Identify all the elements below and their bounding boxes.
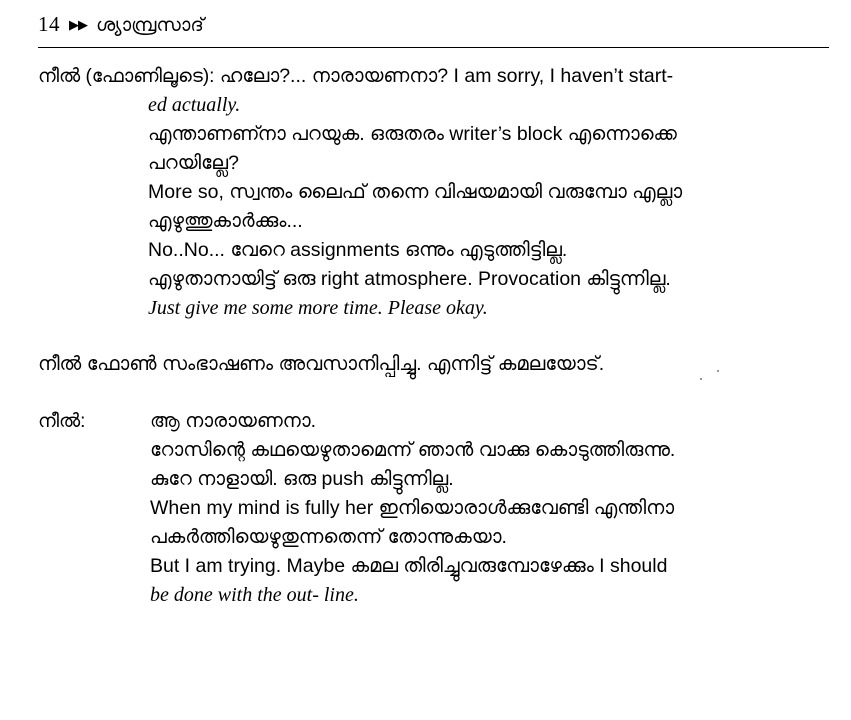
dialogue-line: More so, സ്വന്തം ലൈഫ് തന്നെ വിഷയമായി വരുമ്പോ എല്ലാ bbox=[148, 181, 683, 203]
double-arrow-icon: ▶▶ bbox=[69, 17, 87, 32]
dialogue-line: എന്താണണ്നാ പറയുക. ഒരുതരം writer’s block എന്നൊക്കെ bbox=[148, 123, 677, 145]
dialogue-line: കുറേ നാളായി. ഒരു push കിട്ടുന്നില്ല. bbox=[150, 468, 454, 490]
dialogue-line: പറയില്ലേ? bbox=[148, 152, 239, 174]
page-number: 14 bbox=[38, 12, 60, 36]
dialogue-block-neel bbox=[38, 407, 837, 610]
dialogue-line: But I am trying. Maybe കമല തിരിച്ചുവരുമ്പോഴേക്കും I should bbox=[150, 555, 668, 577]
header-row bbox=[38, 14, 829, 40]
dialogue-line: പകർത്തിയെഴുതുന്നതെന്ന് തോന്നുകയാ. bbox=[150, 526, 507, 548]
author-name: ശ്യാമ്പ്രസാദ് bbox=[96, 15, 204, 36]
page-body bbox=[38, 62, 837, 610]
dialogue-line: Just give me some more time. Please okay. bbox=[148, 297, 488, 319]
dialogue-line: ആ നാരായണനാ. bbox=[150, 410, 317, 432]
dialogue-line: No..No... വേറെ assignments ഒന്നും എടുത്തിട്ടില്ല. bbox=[148, 239, 568, 261]
dialogue-lines bbox=[38, 62, 837, 323]
dialogue-line: be done with the out- line. bbox=[150, 584, 359, 606]
dialogue-line: എഴുത്തുകാർക്കും... bbox=[148, 210, 303, 232]
dialogue-block-neel-phone bbox=[38, 62, 837, 323]
speaker-label: നീൽ (ഫോണിലൂടെ): bbox=[38, 66, 215, 87]
dialogue-line: റോസിന്റെ കഥയെഴുതാമെന്ന് ഞാൻ വാക്കു കൊടുത്തിരുന്നു. bbox=[150, 439, 676, 461]
speaker-label: നീൽ: bbox=[38, 411, 86, 432]
dialogue-line: When my mind is fully her ഇനിയൊരാൾക്കുവേണ്ടി എന്തിനാ bbox=[150, 497, 675, 519]
header-divider bbox=[38, 47, 829, 48]
dialogue-line: ed actually. bbox=[148, 94, 241, 116]
dialogue-line bbox=[38, 62, 837, 91]
scan-speck bbox=[700, 378, 702, 380]
scan-speck bbox=[717, 370, 719, 372]
dialogue-lines bbox=[150, 407, 837, 610]
page-header bbox=[38, 14, 829, 48]
dialogue-line-text: ഹലോ?... നാരായണനാ? I am sorry, I haven’t start- bbox=[214, 65, 674, 87]
dialogue-line: എഴുതാനായിട്ട് ഒരു right atmosphere. Provocation കിട്ടുന്നില്ല. bbox=[148, 268, 671, 290]
narration-paragraph: നീൽ ഫോൺ സംഭാഷണം അവസാനിപ്പിച്ചു. എന്നിട്ട് കമലയോട്. bbox=[38, 353, 605, 375]
